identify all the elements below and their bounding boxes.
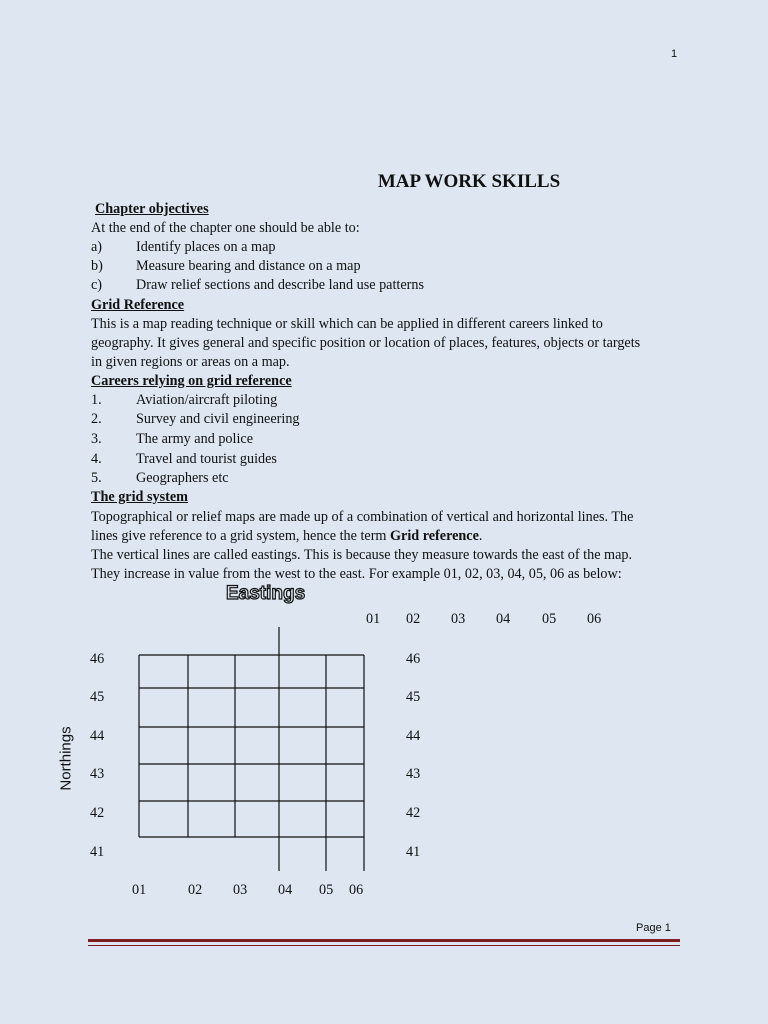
northings-title: Northings xyxy=(57,726,75,791)
career-text: Geographers etc xyxy=(136,470,229,486)
objective-marker: a) xyxy=(91,239,103,255)
paragraph-line: in given regions or areas on a map. xyxy=(91,354,290,370)
footer-rule-thin xyxy=(88,945,680,946)
careers-heading: Careers relying on grid reference xyxy=(91,373,292,389)
easting-label: 03 xyxy=(233,882,248,898)
northing-label: 43 xyxy=(406,766,421,782)
easting-label: 01 xyxy=(132,882,147,898)
eastings-title: Eastings xyxy=(226,583,306,604)
easting-label: 04 xyxy=(496,611,511,627)
objective-text: Measure bearing and distance on a map xyxy=(136,258,361,274)
objectives-heading: Chapter objectives xyxy=(95,201,209,217)
page-title: MAP WORK SKILLS xyxy=(377,171,561,192)
northing-label: 42 xyxy=(406,805,421,821)
career-marker: 3. xyxy=(91,431,102,447)
career-text: The army and police xyxy=(136,431,253,447)
easting-label: 05 xyxy=(542,611,557,627)
paragraph-line: geography. It gives general and specific position or location of places, features, objects or targets xyxy=(91,335,641,351)
northing-label: 44 xyxy=(90,728,105,744)
objectives-intro: At the end of the chapter one should be able to: xyxy=(91,220,360,236)
career-marker: 2. xyxy=(91,411,102,427)
paragraph-line: The vertical lines are called eastings. This is because they measure towards the east of the map. xyxy=(91,547,633,563)
footer-page-label: Page 1 xyxy=(636,922,671,934)
easting-label: 05 xyxy=(319,882,334,898)
career-marker: 1. xyxy=(91,392,102,408)
career-text: Aviation/aircraft piloting xyxy=(136,392,278,408)
bold-term: Grid reference xyxy=(390,528,479,544)
northing-label: 46 xyxy=(90,651,105,667)
northing-label: 46 xyxy=(406,651,421,667)
easting-label: 01 xyxy=(366,611,381,627)
text-run: lines give reference to a grid system, hence the term xyxy=(91,528,390,544)
northing-label: 43 xyxy=(90,766,105,782)
northing-label: 41 xyxy=(90,844,105,860)
paragraph-line: They increase in value from the west to the east. For example 01, 02, 03, 04, 05, 06 as below: xyxy=(91,566,622,582)
northing-label: 41 xyxy=(406,844,421,860)
paragraph-line: Topographical or relief maps are made up of a combination of vertical and horizontal lines. The xyxy=(91,509,634,525)
career-marker: 5. xyxy=(91,470,102,486)
easting-label: 04 xyxy=(278,882,293,898)
career-marker: 4. xyxy=(91,451,102,467)
easting-label: 02 xyxy=(406,611,421,627)
easting-label: 06 xyxy=(587,611,602,627)
objective-text: Identify places on a map xyxy=(136,239,276,255)
page-number-top: 1 xyxy=(671,48,678,60)
objective-marker: c) xyxy=(91,277,103,293)
easting-label: 02 xyxy=(188,882,203,898)
footer-rule xyxy=(88,939,680,942)
career-text: Travel and tourist guides xyxy=(136,451,277,467)
objective-text: Draw relief sections and describe land use patterns xyxy=(136,277,424,293)
easting-label: 03 xyxy=(451,611,466,627)
paragraph-line: This is a map reading technique or skill which can be applied in different careers linked to xyxy=(91,316,603,332)
northing-label: 45 xyxy=(90,689,105,705)
objective-marker: b) xyxy=(91,258,103,274)
text-run: . xyxy=(478,528,483,544)
grid-system-heading: The grid system xyxy=(91,489,188,505)
northing-label: 42 xyxy=(90,805,105,821)
career-text: Survey and civil engineering xyxy=(136,411,300,427)
grid-reference-heading: Grid Reference xyxy=(91,297,185,313)
easting-label: 06 xyxy=(349,882,364,898)
northing-label: 44 xyxy=(406,728,421,744)
northing-label: 45 xyxy=(406,689,421,705)
